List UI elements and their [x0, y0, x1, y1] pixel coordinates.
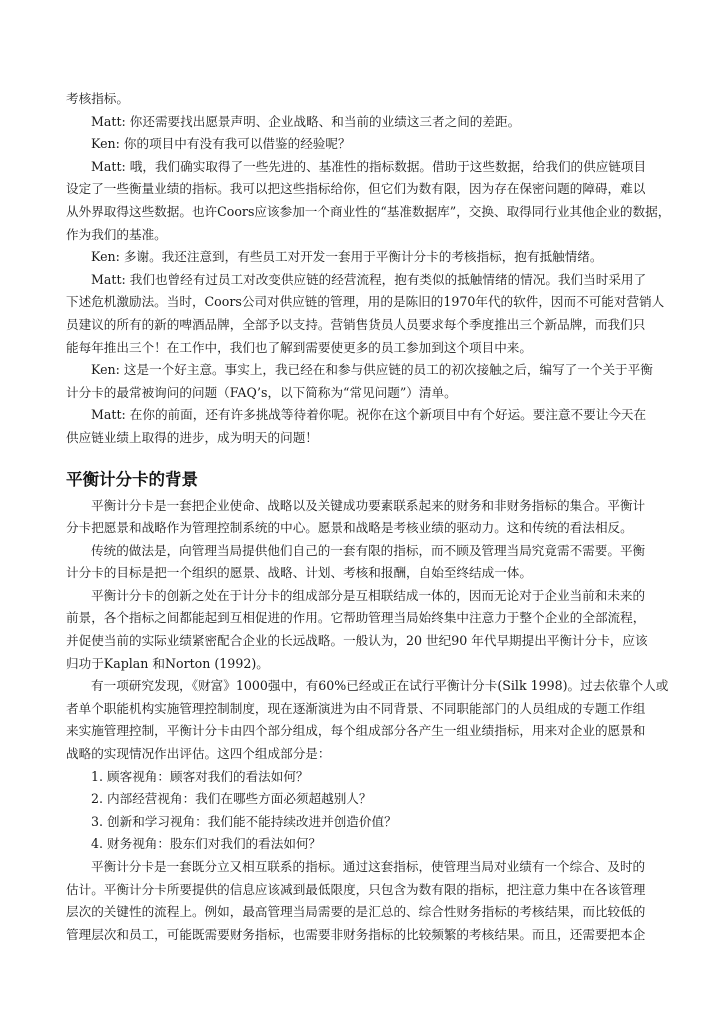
body-paragraph: [66, 856, 660, 946]
text-line: Ken: 多谢。我还注意到，有些员工对开发一套用于平衡计分卡的考核指标，抱有抵触情绪。: [91, 249, 603, 265]
text-line: Matt: 我们也曾经有过员工对改变供应链的经营流程，抱有类似的抵触情绪的情况。我们当时采用了: [91, 271, 647, 287]
dialogue-paragraph: [66, 269, 665, 359]
text-line: 归功于Kaplan 和Norton (1992)。: [66, 655, 269, 671]
text-line: 来实施管理控制，平衡计分卡由四个部分组成，每个组成部分各产生一组业绩指标，用来对企业的愿景和: [66, 723, 646, 739]
text-line: 1. 顾客视角：顾客对我们的看法如何？: [91, 768, 309, 784]
text-line: 作为我们的基准。: [66, 226, 167, 242]
text-line: 传统的做法是，向管理当局提供他们自己的一套有限的指标，而不顾及管理当局究竟需不需要。平衡: [91, 542, 646, 558]
dialogue-paragraph: [66, 246, 660, 269]
dialogue-paragraph: [66, 404, 660, 449]
list-item: [66, 811, 660, 834]
text-line: 供应链业绩上取得的进步，成为明天的问题！: [66, 429, 318, 445]
text-line: 层次的关键性的流程上。例如，最高管理当局需要的是汇总的、综合性财务指标的考核结果，而比较低的: [66, 904, 646, 920]
body-paragraph: [66, 585, 660, 675]
text-line: 计分卡的目标是把一个组织的愿景、战略、计划、考核和报酬，自始至终结成一体。: [66, 565, 532, 581]
text-line: 从外界取得这些数据。也许Coors应该参加一个商业性的“基准数据库”，交换、取得同行业其他企业的数据，: [66, 203, 671, 219]
body-paragraph: [66, 495, 660, 540]
dialogue-paragraph: [66, 88, 660, 111]
text-line: Matt: 哦，我们确实取得了一些先进的、基准性的指标数据。借助于这些数据，给我们的供应链项目: [91, 158, 647, 174]
body-paragraph: [66, 540, 660, 585]
text-line: 平衡计分卡是一套把企业使命、战略以及关键成功要素联系起来的财务和非财务指标的集合。平衡计: [91, 497, 646, 513]
list-item: [66, 766, 660, 789]
text-line: 计分卡的最常被询问的问题（FAQ’s，以下简称为“常见问题”）清单。: [66, 384, 457, 400]
text-line: Matt: 你还需要找出愿景声明、企业战略、和当前的业绩这三者之间的差距。: [91, 113, 521, 129]
text-line: 能每年推出三个！在工作中，我们也了解到需要使更多的员工参加到这个项目中来。: [66, 339, 532, 355]
body-paragraph: [66, 675, 669, 765]
text-line: 员建议的所有的新的啤酒品牌，全部予以支持。营销售货员人员要求每个季度推出三个新品牌，而我们只: [66, 316, 646, 332]
text-line: 有一项研究发现，《财富》1000强中，有60%已经或正在试行平衡计分卡(Silk 1998)。过去依靠个人或: [91, 678, 669, 694]
dialogue-paragraph: [66, 156, 671, 246]
document-page: [66, 88, 671, 946]
text-line: Ken: 这是一个好主意。事实上，我已经在和参与供应链的员工的初次接触之后，编写了一个关于平衡: [91, 362, 653, 378]
text-line: 考核指标。: [66, 91, 129, 106]
text-line: 平衡计分卡的创新之处在于计分卡的组成部分是互相联结成一体的，因而无论对于企业当前和未来的: [91, 587, 646, 603]
section-heading: 平衡计分卡的背景: [66, 469, 198, 489]
text-line: Matt: 在你的前面，还有许多挑战等待着你呢。祝你在这个新项目中有个好运。要注意不要让今天在: [91, 407, 647, 423]
text-line: 者单个职能机构实施管理控制制度，现在逐渐演进为由不同背景、不同职能部门的人员组成的专题工作组: [66, 700, 646, 716]
text-line: 并促使当前的实际业绩紧密配合企业的长远战略。一般认为，20 世纪90 年代早期提出平衡计分卡，应该: [66, 633, 648, 649]
text-line: 前景，各个指标之间都能起到互相促进的作用。它帮助管理当局始终集中注意力于整个企业的全部流程，: [66, 610, 646, 626]
dialogue-paragraph: [66, 359, 660, 404]
text-line: Ken: 你的项目中有没有我可以借鉴的经验呢？: [91, 136, 351, 152]
text-line: 估计。平衡计分卡所要提供的信息应该减到最低限度，只包含为数有限的指标，把注意力集中在各该管理: [66, 881, 646, 897]
text-line: 战略的实现情况作出评估。这四个组成部分是：: [66, 746, 331, 762]
text-line: 平衡计分卡是一套既分立又相互联系的指标。通过这套指标，使管理当局对业绩有一个综合、及时的: [91, 859, 646, 874]
text-line: 4. 财务视角：股东们对我们的看法如何？: [91, 836, 322, 852]
list-item: [66, 833, 660, 856]
text-line: 3. 创新和学习视角：我们能不能持续改进并创造价值？: [91, 813, 397, 829]
text-line: 下述危机激励法。当时，Coors公司对供应链的管理，用的是陈旧的1970年代的软件，因而不可能对营销人: [66, 294, 665, 310]
text-line: 设定了一些衡量业绩的指标。我可以把这些指标给你，但它们为数有限，因为存在保密问题的障碍，难以: [66, 181, 646, 197]
list-item: [66, 788, 660, 811]
dialogue-paragraph: [66, 133, 660, 156]
text-line: 2. 内部经营视角：我们在哪些方面必须超越别人？: [91, 791, 372, 807]
text-line: 管理层次和员工，可能既需要财务指标，也需要非财务指标的比较频繁的考核结果。而且，还需要把本企: [66, 926, 646, 942]
text-line: 分卡把愿景和战略作为管理控制系统的中心。愿景和战略是考核业绩的驱动力。这和传统的看法相反。: [66, 520, 633, 536]
dialogue-paragraph: [66, 111, 660, 134]
